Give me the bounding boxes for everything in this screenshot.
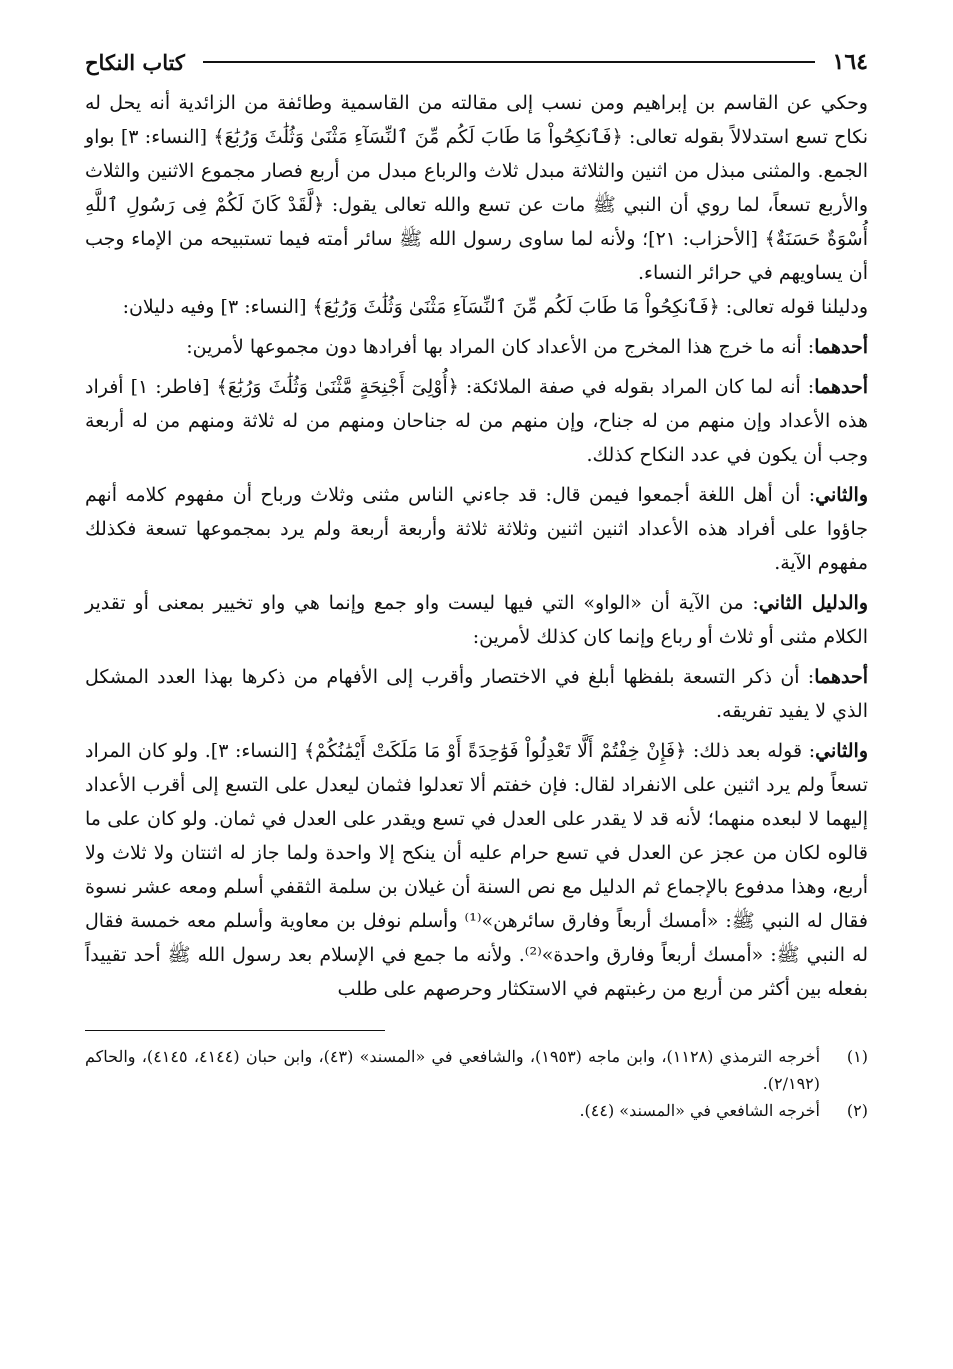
paragraph [85,660,868,728]
book-title: كتاب النكاح [85,49,185,75]
paragraph-text: : أنه ما خرج هذا المخرج من الأعداد كان المراد بها أفرادها دون مجموعها لأمرين: [186,336,815,358]
paragraph [85,290,868,324]
paragraph-text: : من الآية أن «الواو» التي فيها ليست واو جمع وإنما هي واو تخيير بمعنى أو تقدير الكلام مثنى أو ثلاث أو رباع وإنما كان كذلك لأمرين: [85,592,868,648]
paragraph-lead: أحدهما [814,336,868,358]
paragraph-text: : أن ذكر التسعة بلفظها أبلغ في الاختصار وأقرب إلى الأفهام من ذكرها بهذا العدد المشكل الذي لا يفيد تفريقه. [85,666,868,722]
header-rule [203,61,815,63]
paragraph-lead: والدليل الثاني [758,592,868,614]
book-page [85,40,868,1124]
paragraph-lead: أحدهما [814,666,869,688]
footnote-text: أخرجه الشافعي في «المسند» (٤٤). [579,1101,820,1120]
footnote [85,1043,868,1097]
paragraph [85,370,868,472]
paragraph-text: : أن أهل اللغة أجمعوا فيمن قال: قد جاءني الناس مثنى وثلاث ورباح أن مفهوم كلامه أنهم جاؤوا على أفراد هذه الأعداد اثنين اثنين وثلاثة ثلاثة وأربعة أربعة ولم يرد بمجموعها تسعة فكذلك مفهوم الآية. [85,484,868,574]
paragraph-lead: والثاني [815,740,868,762]
page-number: ١٦٤ [832,49,868,75]
paragraph-lead: والثاني [815,484,868,506]
paragraph [85,586,868,654]
page-header [85,40,868,84]
footnote-number: (١) [846,1047,868,1066]
paragraph [85,478,868,580]
footnote-number: (٢) [846,1101,868,1120]
paragraph-text: ودليلنا قوله تعالى: ﴿فَٱنكِحُواْ مَا طَابَ لَكُم مِّنَ ٱلنِّسَآءِ مَثْنَىٰ وَثُلَٰثَ وَرُبَٰعَ﴾ [النساء: ٣] وفيه دليلان: [122,296,868,318]
footnotes [85,1043,868,1124]
footnote-text: أخرجه الترمذي (١١٢٨)، وابن ماجه (١٩٥٣)، والشافعي في «المسند» (٤٣)، وابن حبان (٤١٤٤، ٤١٤٥)، والحاكم (٢/١٩٢). [85,1047,821,1093]
paragraph-text: : أنه لما كان المراد بقوله في صفة الملائكة: ﴿أُوْلِىٓ أَجْنِحَةٍ مَّثْنَىٰ وَثُلَٰثَ وَرُبَٰعَ﴾ [فاطر: ١] أفراد هذه الأعداد وإن منهم من له جناح، وإن منهم من له جناحان ومنهم من له ثلاثة ومنهم من له أربعة وجب أن يكون في عدد النكاح كذلك. [85,376,868,466]
paragraph [85,330,868,364]
footnote [85,1097,868,1124]
paragraph [85,734,868,1006]
main-text [85,86,868,1006]
footnote-separator [85,1030,385,1031]
paragraph-lead: أحدهما [814,376,868,398]
paragraph [85,86,868,290]
paragraph-text: وحكي عن القاسم بن إبراهيم ومن نسب إلى مقالته من القاسمية وطائفة من الزائدية أنه يحل له نكاح تسع استدلالاً بقوله تعالى: ﴿فَٱنكِحُواْ مَا طَابَ لَكُم مِّنَ ٱلنِّسَآءِ مَثْنَىٰ وَثُلَٰثَ وَرُبَٰعَ﴾ [النساء: ٣] بواو الجمع. والمثنى مبذل من اثنين والثلاثة مبدل ثلاث والرباع مبدل من أربع فصار مجموع الاثنين والثلاث والأربع تسعاً، لما روي أن النبي ﷺ مات عن تسع والله تعالى يقول: ﴿لَّقَدْ كَانَ لَكُمْ فِى رَسُولِ ٱللَّهِ أُسْوَةٌ حَسَنَةٌ﴾ [الأحزاب: ٢١]؛ ولأنه لما ساوى رسول الله ﷺ سائر أمته فيما تستبيحه من الإماء وجب أن يساويهم في حرائر النساء. [85,92,868,284]
paragraph-text: : قوله بعد ذلك: ﴿فَإِنْ خِفْتُمْ أَلَّا تَعْدِلُواْ فَوَٰحِدَةً أَوْ مَا مَلَكَتْ أَيْمَٰنُكُمْ﴾ [النساء: ٣]. ولو كان المراد تسعاً ولم يرد اثنين على الانفراد لقال: فإن خفتم ألا تعدلوا فثمان ليعدل على التسع إلى أقرب الأعداد إليهما لا لبعده منهما؛ لأنه قد لا يقدر على العدل في تسع ويقدر على العدل في ثمان. ولو كان على ما قالوه لكان من عجز عن العدل في تسع حرام عليه أن ينكح إلا واحدة ولما جاز له اثنتان ولا ثلاث ولا أربع، وهذا مدفوع بالإجماع ثم الدليل مع نص السنة أن غيلان بن سلمة الثقفي أسلم ومعه عشر نسوة فقال له النبي ﷺ: «أمسك أربعاً وفارق سائرهن»⁽¹⁾ وأسلم نوفل بن معاوية وأسلم معه خمسة فقال له النبي ﷺ: «أمسك أربعاً وفارق واحدة»⁽²⁾. ولأنه ما جمع في الإسلام بعد رسول الله ﷺ أحد تقييداً بفعله بين أكثر من أربع من رغبتهم في الاستكثار وحرصهم على طلب [85,740,868,1000]
